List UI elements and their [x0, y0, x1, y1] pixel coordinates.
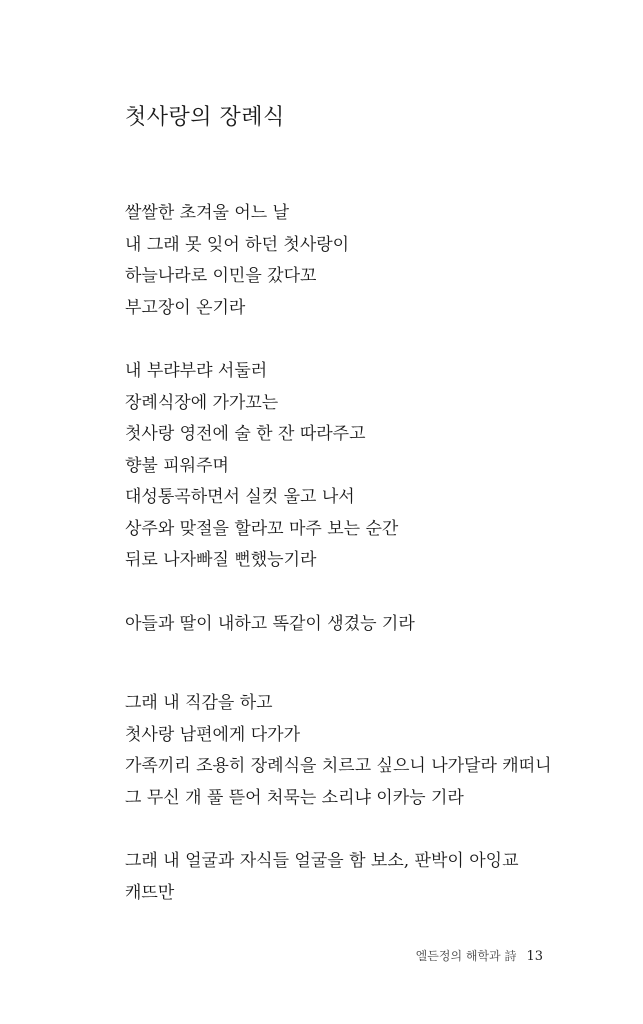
- poem-line: 쌀쌀한 초겨울 어느 날: [125, 203, 290, 223]
- poem-line: 부고장이 온기라: [125, 297, 246, 318]
- poem-line: 뒤로 나자빠질 뻔했능기라: [125, 550, 317, 570]
- poem-line: 첫사랑 남편에게 다가가: [125, 724, 301, 745]
- poem-line: 아들과 딸이 내하고 똑같이 생겼능 기라: [125, 613, 415, 634]
- stanza-5: [125, 846, 605, 909]
- poem-line: 내 그래 못 잊어 하던 첫사랑이: [125, 234, 350, 255]
- poem-title: 첫사랑의 장례식: [125, 105, 285, 130]
- poem-body: [125, 198, 605, 941]
- poem-line: 장례식장에 가가꼬는: [125, 392, 279, 413]
- page-footer: [416, 947, 543, 964]
- running-title: 엘든정의 해학과 詩: [415, 949, 517, 963]
- stanza-4: [125, 688, 605, 814]
- page-number: 13: [526, 949, 543, 964]
- poem-line: 상주와 맞절을 할라꼬 마주 보는 순간: [125, 518, 399, 539]
- poem-line: 하늘나라로 이민을 갔다꼬: [125, 266, 317, 286]
- stanza-1: [125, 198, 605, 324]
- stanza-3: [125, 609, 605, 641]
- poem-line: 그래 내 직감을 하고: [125, 693, 273, 713]
- poem-line: 그래 내 얼굴과 자식들 얼굴을 함 보소, 판박이 아잉교: [125, 851, 519, 871]
- poem-line: 캐뜨만: [125, 882, 175, 903]
- poem-line: 대성통곡하면서 실컷 울고 나서: [125, 487, 355, 507]
- stanza-2: [125, 356, 605, 577]
- poem-line: 향불 피워주며: [125, 455, 229, 476]
- poem-line: 가족끼리 조용히 장례식을 치르고 싶으니 나가달라 캐떠니: [125, 756, 552, 776]
- poem-line: 첫사랑 영전에 술 한 잔 따라주고: [125, 424, 366, 444]
- poem-line: 내 부랴부랴 서둘러: [125, 361, 268, 381]
- poem-line: 그 무신 개 풀 뜯어 처묵는 소리냐 이카능 기라: [125, 787, 464, 808]
